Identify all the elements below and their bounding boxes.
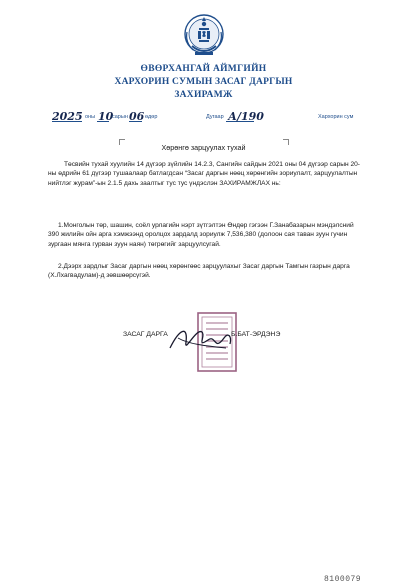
state-emblem-icon xyxy=(181,10,227,62)
document-meta-line xyxy=(0,110,407,128)
signatory-title: ЗАСАГ ДАРГА xyxy=(123,331,168,338)
date-month: 10 xyxy=(98,110,114,123)
date-day: 06 xyxy=(129,110,145,123)
header-sum-governor: ХАРХОРИН СУМЫН ЗАСАГ ДАРГЫН xyxy=(114,77,293,87)
document-title: Хөрөнгө зарцуулах тухай xyxy=(161,143,246,152)
document-number: А/190 xyxy=(228,110,264,123)
date-year: 2025 xyxy=(52,110,83,123)
body-paragraph-1: Төсвийн тухай хуулийн 14 дүгээр зүйлийн 14.2.3, Сангийн сайдын 2021 оны 04 дүгээр сарын 20-ны өдрийн 61 дүгээр тушаалаар батлагдсан “Засаг даргын нөөц хөрөнгийн зориулалт, зарцуулалтын нийтлэг журам”-ын 2.1.5 дахь заалтыг тус тус үндэслэн ЗАХИРАМЖЛАХ нь: xyxy=(48,161,360,187)
serial-number: 8100079 xyxy=(324,575,362,584)
signatory-name: Б.БАТ-ЭРДЭНЭ xyxy=(231,331,281,338)
handwritten-signature-icon xyxy=(166,318,236,358)
body-paragraph-3: 2.Дээрх зардлыг Засаг даргын нөөц хөрөнгөөс зарцуулахыг Засаг даргын Тамгын газрын дарга (Х.Лхагвадулам)-д зөвшөөрсүгэй. xyxy=(48,263,350,280)
number-label: Дугаар xyxy=(206,114,224,120)
body-paragraph-2: 1.Монголын төр, шашин, соёл урлагийн нэрт зүтгэлтэн Өндөр гэгээн Г.Занабазарын мэндэлсний 390 жилийн ойн арга хэмжээнд оролцох зардалд зориулж 7,536,380 (долоон сая таван зуун гучин зургаан мянга гурван зуун наян) төгрөгийг зарцуулсугай. xyxy=(48,222,354,248)
date-month-label: сарын xyxy=(112,114,128,120)
place-name: Хархорин сум xyxy=(318,114,354,120)
header-document-type: ЗАХИРАМЖ xyxy=(174,90,233,100)
date-day-label: өдөр xyxy=(145,114,158,120)
date-year-label: оны xyxy=(85,114,96,120)
header-aimag: ӨВӨРХАНГАЙ АЙМГИЙН xyxy=(140,64,267,74)
